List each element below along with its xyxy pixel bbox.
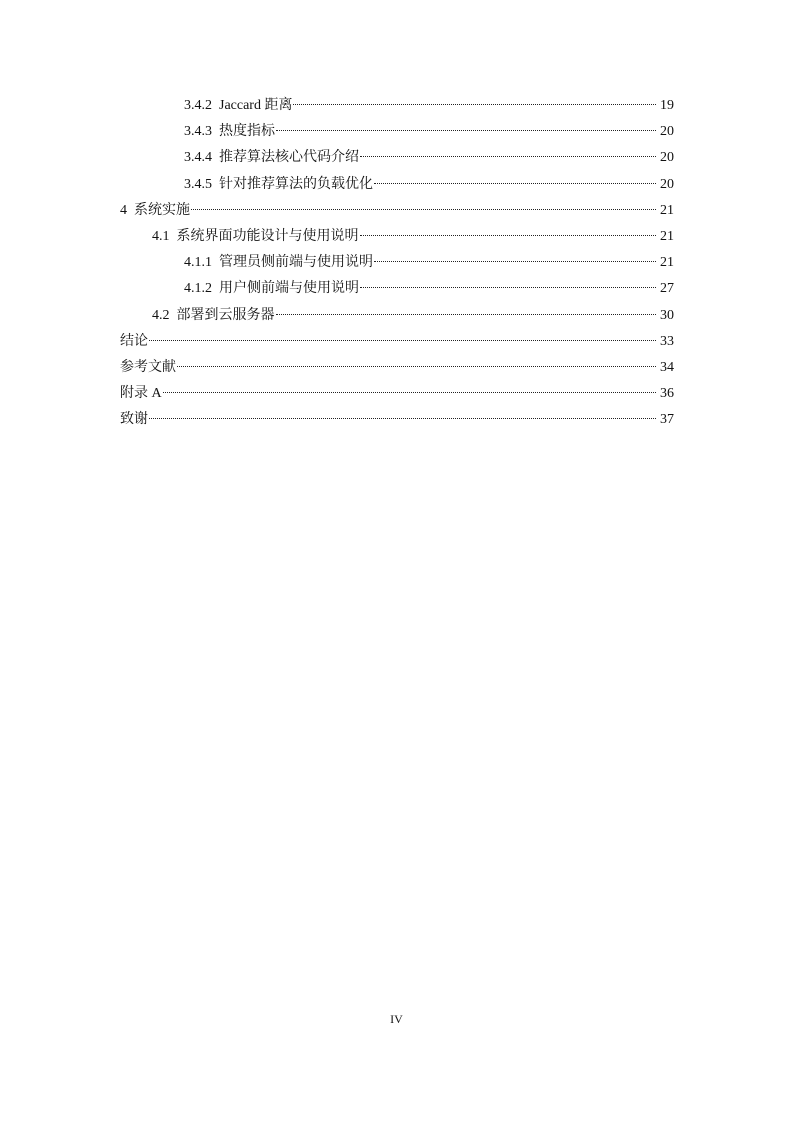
toc-entry-page: 33 bbox=[660, 333, 674, 349]
toc-entry-title: 管理员侧前端与使用说明 bbox=[219, 255, 373, 271]
toc-leader-dots bbox=[360, 287, 656, 288]
toc-entry[interactable] bbox=[120, 381, 674, 407]
toc-leader-dots bbox=[374, 183, 656, 184]
toc-leader-dots bbox=[360, 156, 656, 157]
toc-leader-dots bbox=[163, 392, 656, 393]
toc-leader-dots bbox=[276, 130, 656, 131]
toc-entry[interactable] bbox=[120, 407, 674, 433]
toc-leader-dots bbox=[374, 261, 656, 262]
table-of-contents bbox=[120, 93, 674, 433]
toc-leader-dots bbox=[177, 366, 656, 367]
toc-entry-page: 21 bbox=[660, 255, 674, 271]
toc-entry-title: 热度指标 bbox=[219, 124, 275, 140]
toc-entry-page: 19 bbox=[660, 98, 674, 113]
toc-entry[interactable] bbox=[120, 119, 674, 145]
toc-entry[interactable] bbox=[120, 224, 674, 250]
toc-entry-title: 参考文献 bbox=[120, 359, 176, 375]
toc-entry-title: 推荐算法核心代码介绍 bbox=[219, 150, 359, 166]
toc-entry-title: 针对推荐算法的负载优化 bbox=[219, 176, 373, 192]
toc-leader-dots bbox=[191, 209, 656, 210]
toc-entry-page: 27 bbox=[660, 281, 674, 297]
toc-entry-number: 3.4.3 bbox=[184, 124, 212, 140]
toc-entry[interactable] bbox=[120, 355, 674, 381]
toc-entry[interactable] bbox=[120, 93, 674, 119]
toc-entry-page: 37 bbox=[660, 412, 674, 428]
toc-entry-title: 致谢 bbox=[120, 412, 148, 428]
toc-entry[interactable] bbox=[120, 198, 674, 224]
toc-leader-dots bbox=[149, 340, 656, 341]
toc-entry-number: 3.4.4 bbox=[184, 150, 212, 166]
toc-entry-number: 3.4.2 bbox=[184, 98, 212, 113]
toc-entry-page: 30 bbox=[660, 307, 674, 323]
toc-leader-dots bbox=[360, 235, 657, 236]
toc-entry-title: 系统界面功能设计与使用说明 bbox=[176, 228, 359, 244]
toc-leader-dots bbox=[276, 314, 657, 315]
toc-entry-page: 36 bbox=[660, 386, 674, 402]
toc-entry-page: 20 bbox=[660, 150, 674, 166]
toc-entry-title: 结论 bbox=[120, 333, 148, 349]
toc-entry[interactable] bbox=[120, 145, 674, 171]
toc-entry-title: Jaccard 距离 bbox=[219, 98, 293, 113]
toc-entry-number: 3.4.5 bbox=[184, 176, 212, 192]
toc-entry-page: 34 bbox=[660, 359, 674, 375]
toc-entry[interactable] bbox=[120, 329, 674, 355]
toc-entry[interactable] bbox=[120, 276, 674, 302]
toc-leader-dots bbox=[149, 418, 656, 419]
toc-entry-title: 用户侧前端与使用说明 bbox=[219, 281, 359, 297]
toc-entry-title: 部署到云服务器 bbox=[176, 307, 275, 323]
toc-entry-title: 系统实施 bbox=[134, 202, 190, 218]
toc-leader-dots bbox=[293, 104, 656, 105]
toc-entry-number: 4 bbox=[120, 202, 127, 218]
toc-entry[interactable] bbox=[120, 172, 674, 198]
toc-entry-page: 20 bbox=[660, 176, 674, 192]
toc-entry-number: 4.2 bbox=[152, 307, 170, 323]
toc-entry-number: 4.1.1 bbox=[184, 255, 212, 271]
toc-entry-page: 20 bbox=[660, 124, 674, 140]
toc-entry-title: 附录 A bbox=[120, 386, 162, 402]
toc-entry-number: 4.1 bbox=[152, 228, 170, 244]
toc-entry[interactable] bbox=[120, 303, 674, 329]
toc-entry-page: 21 bbox=[660, 202, 674, 218]
toc-entry[interactable] bbox=[120, 250, 674, 276]
page-footer-number: IV bbox=[390, 1012, 403, 1026]
toc-entry-number: 4.1.2 bbox=[184, 281, 212, 297]
toc-entry-page: 21 bbox=[660, 228, 674, 244]
